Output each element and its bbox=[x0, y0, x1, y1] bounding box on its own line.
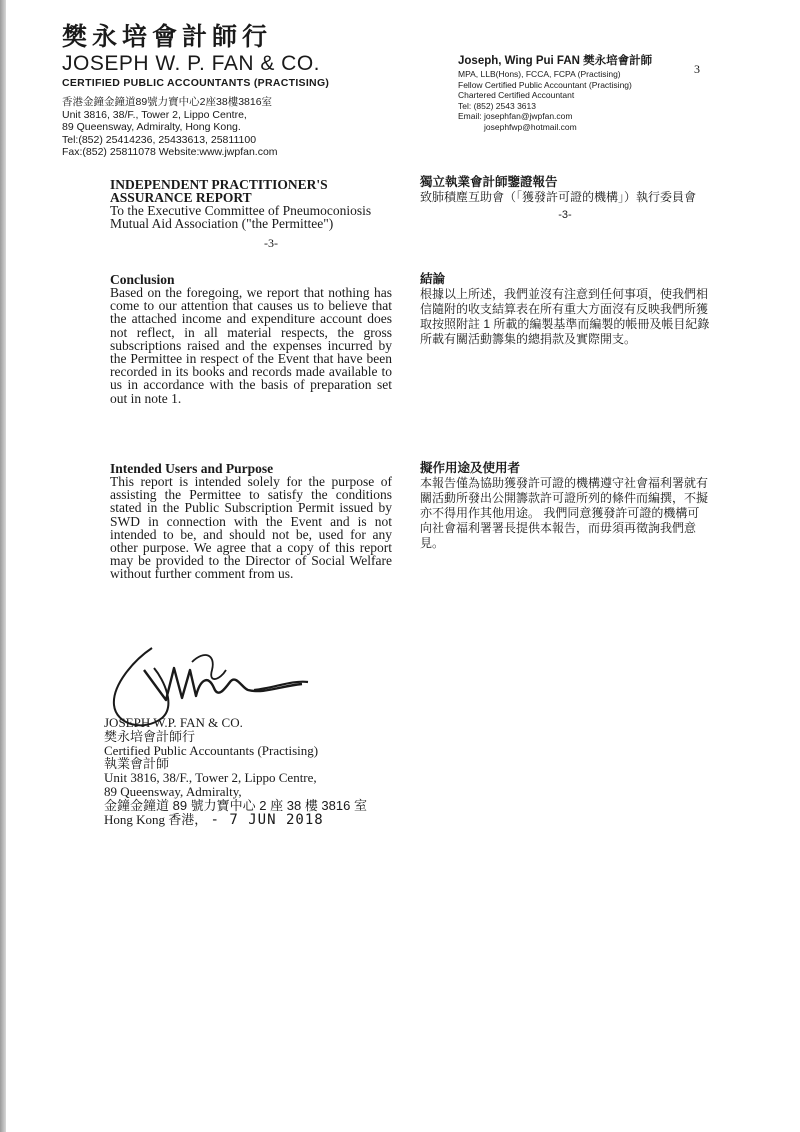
firm-telephone: Tel:(852) 25414236, 25433613, 25811100 bbox=[62, 133, 257, 146]
partner-qualifications: MPA, LLB(Hons), FCCA, FCPA (Practising) bbox=[458, 69, 621, 79]
english-title-line-1: INDEPENDENT PRACTITIONER'S bbox=[110, 177, 328, 192]
partner-details bbox=[458, 54, 718, 132]
english-purpose-heading: Intended Users and Purpose bbox=[110, 461, 274, 476]
date-stamp: - 7 JUN 2018 bbox=[210, 811, 324, 828]
chinese-conclusion-section bbox=[420, 271, 710, 347]
signoff-block bbox=[104, 716, 424, 827]
firm-letterhead bbox=[62, 24, 330, 159]
chinese-purpose-text: 本報告僅為協助獲發許可證的機構遵守社會福利署就有關活動所發出公開籌款許可證所列的條件而編撰，不擬亦不得用作其他用途。 我們同意獲發許可證的機構可向社會福利署署長提供本報告，而毋須再徵詢我們意見。 bbox=[420, 476, 709, 550]
chinese-conclusion-text: 根據以上所述，我們並沒有注意到任何事項，使我們相信隨附的收支結算表在所有重大方面沒有反映我們所獲取按照附註 1 所載的編製基準而編製的帳冊及帳目紀錄所載有關活動籌集的總捐款及實際開支。 bbox=[420, 287, 710, 346]
english-conclusion-text: Based on the foregoing, we report that nothing has come to our attention that causes us to believe that the attached income and expenditure account does not reflect, in all material respects, the gross subscriptions raised and the expenses incurred by the Permittee in respect of the Event that have been recorded in its books and records made available to us in accordance with the basis of preparation set out in note 1. bbox=[110, 285, 392, 406]
signoff-title-english: Certified Public Accountants (Practising) bbox=[104, 742, 319, 758]
scan-edge bbox=[0, 0, 6, 1132]
signoff-address-line-1: Unit 3816, 38/F., Tower 2, Lippo Centre, bbox=[104, 770, 317, 786]
chinese-title: 獨立執業會計師鑒證報告 bbox=[420, 175, 558, 189]
partner-email-2: josephfwp@hotmail.com bbox=[484, 121, 577, 132]
firm-address-line-2: 89 Queensway, Admiralty, Hong Kong. bbox=[62, 121, 241, 133]
signoff-address-line-2: 89 Queensway, Admiralty, bbox=[104, 783, 242, 799]
partner-name: Joseph, Wing Pui FAN 樊永培會計師 bbox=[458, 55, 653, 67]
english-conclusion-heading: Conclusion bbox=[110, 272, 175, 287]
partner-email-1: Email: josephfan@jwpfan.com bbox=[458, 111, 573, 121]
signoff-firm-chinese: 樊永培會計師行 bbox=[104, 728, 196, 744]
firm-english-name: JOSEPH W. P. FAN & CO. bbox=[62, 52, 321, 75]
page-number: 3 bbox=[694, 62, 700, 76]
english-title-line-2: ASSURANCE REPORT bbox=[110, 190, 252, 205]
chinese-purpose-section bbox=[420, 460, 710, 551]
english-conclusion-section bbox=[110, 273, 392, 405]
signoff-firm-english: JOSEPH W.P. FAN & CO. bbox=[104, 715, 243, 730]
chinese-report-header bbox=[420, 174, 710, 221]
english-purpose-section bbox=[110, 462, 392, 581]
english-addressee: To the Executive Committee of Pneumoconiosis Mutual Aid Association ("the Permittee") bbox=[110, 203, 372, 232]
chinese-purpose-heading: 擬作用途及使用者 bbox=[420, 461, 521, 475]
signoff-address-chinese: 金鐘金鐘道 89 號力寶中心 2 座 38 樓 3816 室 bbox=[104, 797, 367, 813]
english-purpose-text: This report is intended solely for the purpose of assisting the Permittee to satisfy the conditions stated in the Public Subscription Permit issued by SWD in connection with the Event and is not intended to be, and should not be, used for any other purpose. We agree that a copy of this report may be provided to the Director of Social Welfare without further comment from us. bbox=[110, 474, 392, 582]
signoff-title-chinese: 執業會計師 bbox=[104, 756, 170, 772]
partner-telephone: Tel: (852) 2543 3613 bbox=[458, 100, 536, 111]
english-report-header bbox=[110, 178, 392, 251]
firm-address-chinese: 香港金鐘金鐘道89號力寶中心2座38樓3816室 bbox=[62, 96, 273, 108]
partner-fellowship: Fellow Certified Public Accountant (Practising) bbox=[458, 79, 632, 90]
chinese-addressee: 致肺積塵互助會（「獲發許可證的機構」）執行委員會 bbox=[420, 190, 697, 204]
firm-address-line-1: Unit 3816, 38/F., Tower 2, Lippo Centre, bbox=[62, 108, 247, 121]
firm-fax-website: Fax:(852) 25811078 Website:www.jwpfan.com bbox=[62, 146, 278, 158]
chinese-page-marker: -3- bbox=[558, 209, 572, 221]
signoff-place: Hong Kong 香港， bbox=[104, 811, 208, 827]
partner-chartered: Chartered Certified Accountant bbox=[458, 90, 575, 100]
chinese-conclusion-heading: 結論 bbox=[420, 272, 446, 286]
english-page-marker: -3- bbox=[264, 236, 278, 251]
firm-certification: CERTIFIED PUBLIC ACCOUNTANTS (PRACTISING) bbox=[62, 77, 330, 89]
firm-chinese-name: 樊永培會計師行 bbox=[62, 24, 273, 51]
